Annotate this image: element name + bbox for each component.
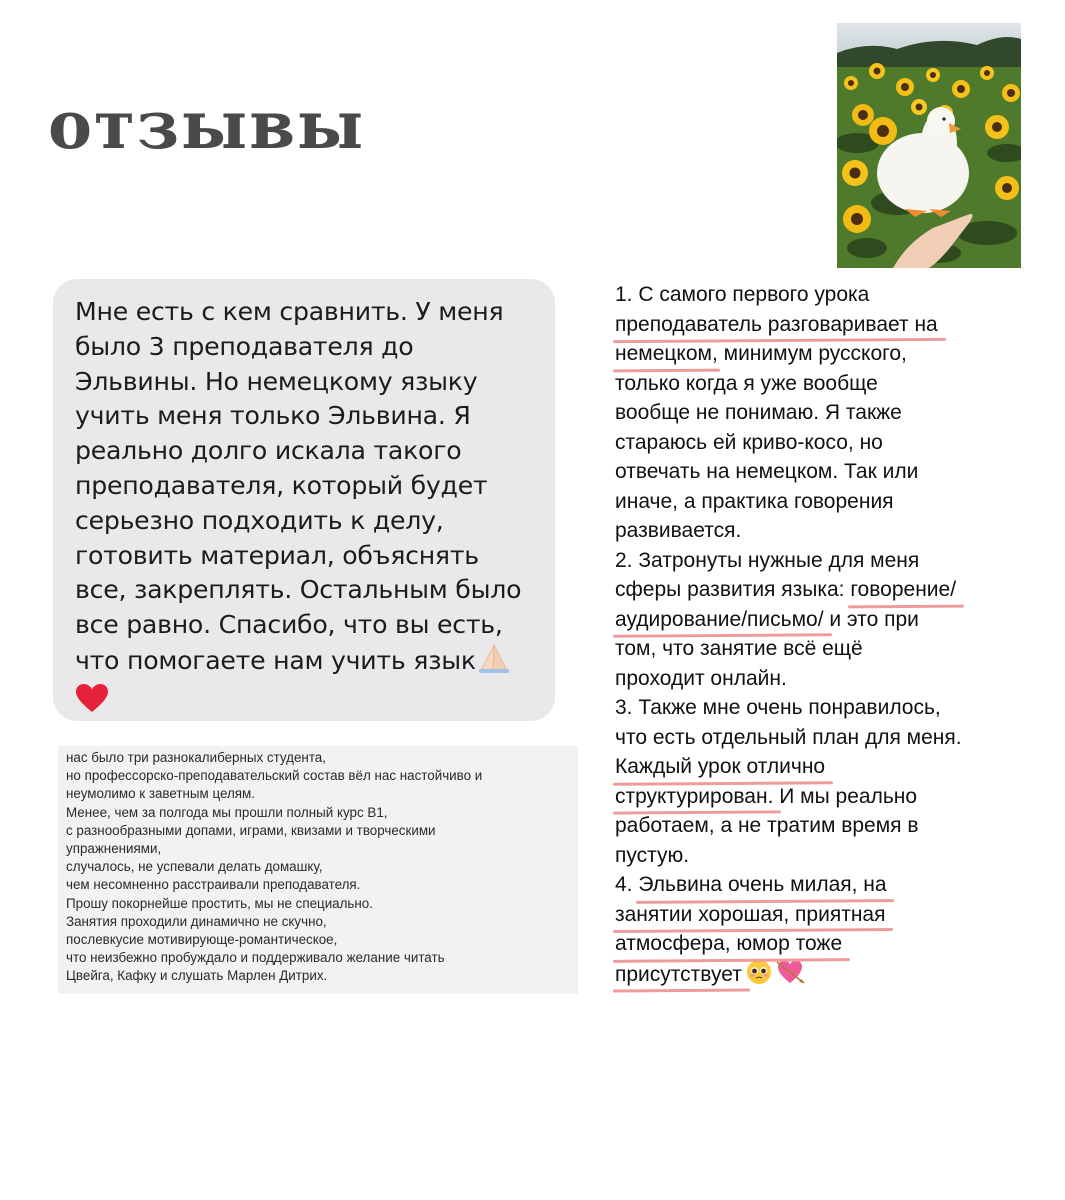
review-line: преподавателя, который будет [75, 470, 488, 500]
review-text-segment: и это при [823, 607, 919, 631]
underlined-text: говорение/ [850, 575, 956, 605]
review-line: реально долго искала такого [75, 436, 462, 466]
review-line [615, 782, 1005, 812]
review-line: что неизбежно пробуждало и поддерживало желание читать [66, 950, 445, 966]
review-text-segment: 4. [615, 873, 639, 896]
review-line: Менее, чем за полгода мы прошли полный курс В1, [66, 804, 388, 820]
review-text-segment: развивается. [615, 519, 742, 542]
review-text-segment: работаем, а не тратим время в [615, 814, 919, 837]
review-line: неумолимо к заветным целям. [66, 786, 255, 802]
review-line [615, 929, 1005, 959]
review-text-segment: вообще не понимаю. Я также [615, 401, 902, 424]
review-text-segment: иначе, а практика говорения [615, 489, 894, 513]
underlined-text: немецком [615, 339, 712, 369]
review-line: все равно. Спасибо, что вы есть, [75, 610, 503, 640]
review-line [615, 811, 1005, 841]
review-text-segment: 1. С самого первого урока [615, 283, 870, 306]
review-line [615, 398, 1005, 428]
praying-hands-icon [476, 643, 512, 683]
review-text-segment: проходит онлайн. [615, 666, 787, 690]
review-line [615, 605, 1005, 635]
review-line: чем несомненно расстраивали преподавателя. [66, 877, 361, 893]
review-line: нас было три разнокалиберных студента, [66, 750, 326, 765]
underlined-text: Эльвина очень милая, на [638, 870, 886, 900]
review-1-text [75, 295, 545, 723]
review-line: Мне есть с кем сравнить. У меня [75, 297, 504, 326]
review-text-segment: только когда я уже вообще [615, 371, 878, 395]
review-line [615, 369, 1005, 399]
review-text-segment: стараюсь ей криво-косо, но [615, 430, 883, 454]
review-line: что помогаете нам учить язык [75, 645, 476, 675]
review-line [615, 310, 1005, 340]
heart-with-arrow-icon [776, 959, 806, 994]
review-line [615, 752, 1005, 782]
review-line [615, 959, 1005, 989]
review-line [615, 280, 1005, 310]
review-line [615, 575, 1005, 605]
review-line: упражнениями, [66, 841, 162, 857]
review-line: случалось, не успевали делать домашку, [66, 859, 323, 875]
review-3-text [615, 280, 1005, 988]
review-line [615, 516, 1005, 546]
page-title: отзывы [48, 86, 366, 164]
pleading-face-icon [746, 959, 772, 994]
review-line [615, 546, 1005, 576]
review-line [615, 900, 1005, 930]
underlined-text: аудирование/письмо/ [615, 605, 824, 635]
review-text-segment: что есть отдельный план для меня. [615, 725, 962, 749]
review-line: послевкусие мотивирующе-романтическое, [66, 932, 338, 948]
review-line: с разнообразными допами, играми, квизами и творческими [66, 822, 436, 838]
review-line [615, 487, 1005, 517]
underlined-text: атмосфера, юмор тоже [615, 929, 842, 959]
review-line: было 3 преподавателя до [75, 331, 414, 361]
review-line: но профессорско-преподавательский состав вёл нас настойчиво и [66, 768, 483, 784]
review-text-segment: пустую. [615, 843, 690, 867]
review-line [615, 634, 1005, 664]
review-text-segment: 3. Также мне очень понравилось, [615, 696, 941, 719]
review-line: серьезно подходить к делу, [75, 505, 444, 535]
review-line [615, 428, 1005, 458]
review-line [615, 457, 1005, 487]
review-text-segment: том, что занятие всё ещё [615, 637, 863, 660]
review-line [615, 870, 1005, 900]
duck-sunflowers-icon [837, 23, 1021, 268]
review-text-segment: сферы развития языка: [615, 578, 851, 601]
review-2-text [66, 749, 576, 986]
underlined-text: занятии хорошая, приятная [615, 900, 885, 930]
review-line: все, закреплять. Остальным было [75, 575, 522, 605]
review-line [615, 841, 1005, 871]
review-text-segment: 2. Затронуты нужные для меня [615, 548, 920, 572]
underlined-text: преподаватель разговаривает на [615, 310, 938, 340]
review-line [615, 723, 1005, 753]
review-line [615, 693, 1005, 723]
review-text-segment: отвечать на немецком. Так или [615, 460, 919, 483]
review-line: Занятия проходили динамично не скучно, [66, 913, 327, 929]
review-line: Прошу покорнейше простить, мы не специально. [66, 895, 373, 911]
review-line: готовить материал, объяснять [75, 540, 479, 570]
review-line: учить меня только Эльвина. Я [75, 401, 471, 431]
underlined-text: присутствует [615, 960, 742, 990]
review-line [615, 339, 1005, 369]
review-line: Эльвины. Но немецкому языку [75, 366, 478, 396]
duck-sunflowers-image [837, 23, 1021, 268]
underlined-text: структурирован. [615, 782, 773, 812]
underlined-text: Каждый урок отлично [615, 752, 825, 782]
review-line [615, 664, 1005, 694]
review-text-segment: И мы реально [773, 784, 918, 808]
review-text-segment: , минимум русского, [711, 342, 907, 365]
review-line: Цвейга, Кафку и слушать Марлен Дитрих. [66, 968, 328, 984]
red-heart-icon [75, 683, 109, 723]
